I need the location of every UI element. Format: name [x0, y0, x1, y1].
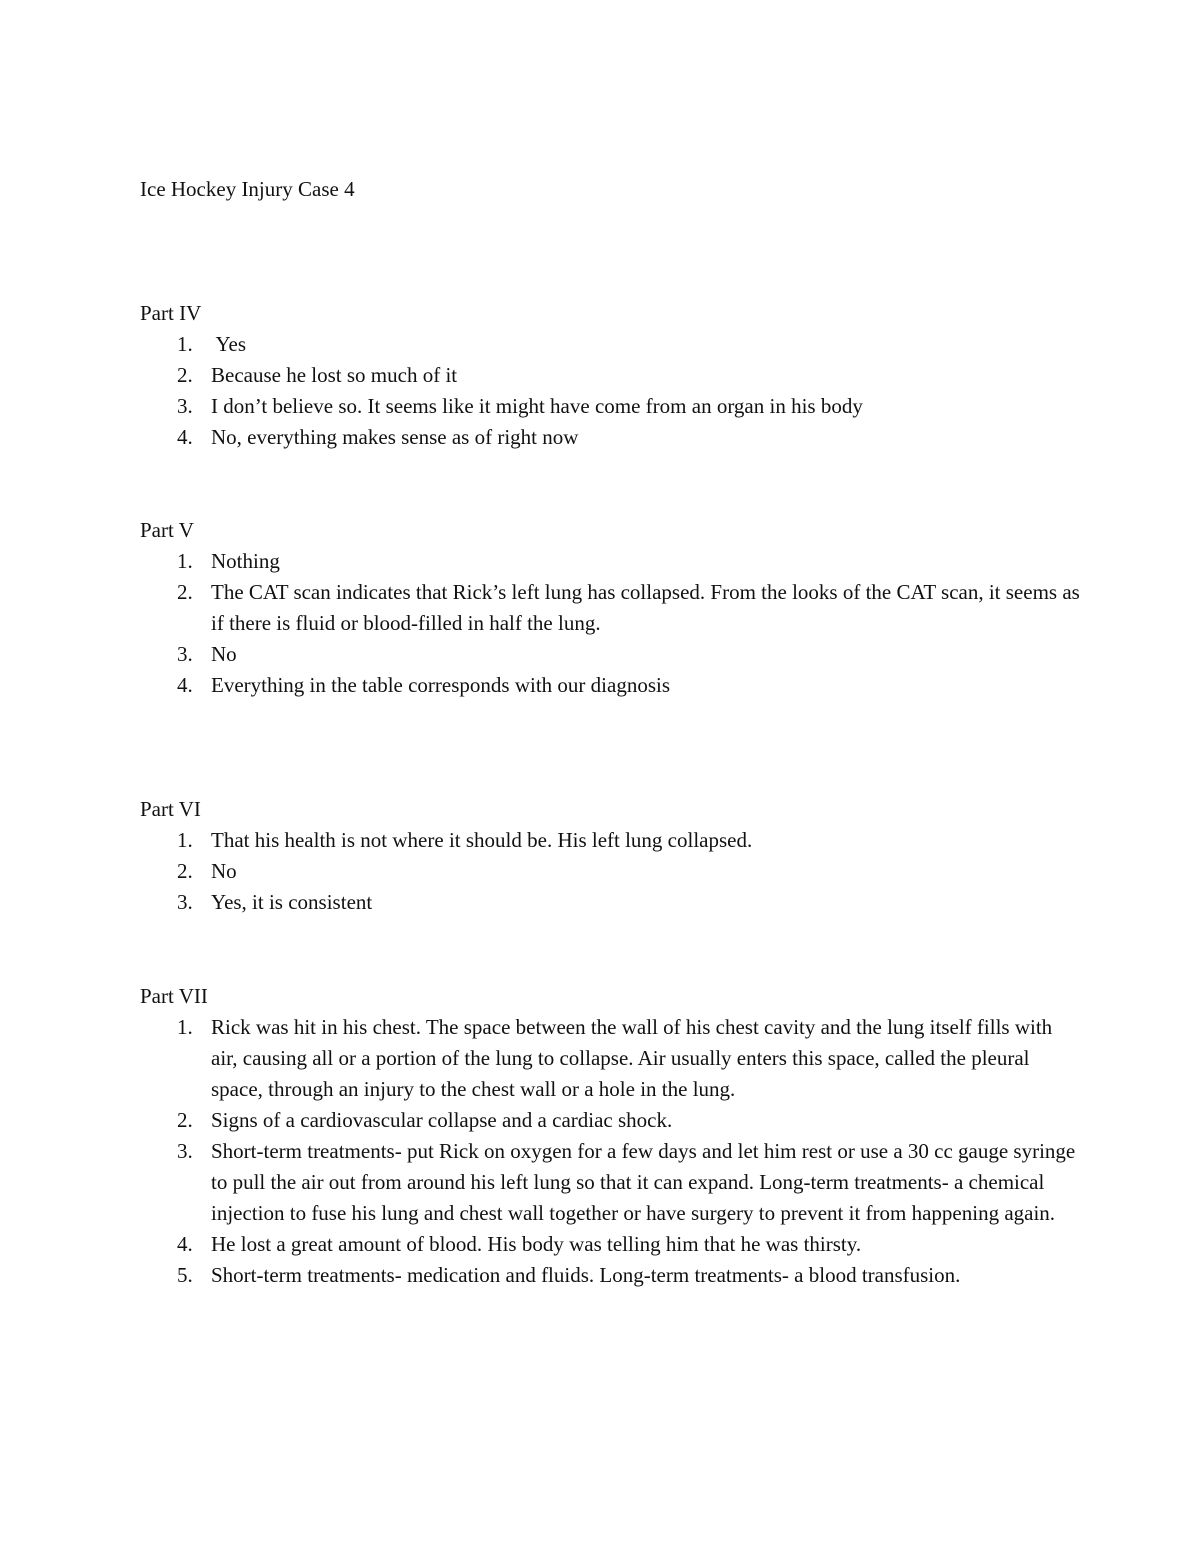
answer-item [140, 1260, 1080, 1291]
document-title: Ice Hockey Injury Case 4 [140, 177, 355, 201]
answer-item [140, 856, 1080, 887]
part-vi-section [140, 794, 1080, 918]
answer-text: Everything in the table corresponds with our diagnosis [211, 673, 670, 697]
answer-text: No, everything makes sense as of right now [211, 425, 579, 449]
answer-item [140, 1012, 1080, 1105]
answer-list [140, 329, 1080, 453]
answer-item [140, 391, 1080, 422]
answer-item [140, 670, 1080, 701]
answer-number: 1. [177, 1015, 193, 1039]
answer-number: 4. [177, 673, 193, 697]
answer-number: 1. [177, 332, 193, 356]
answer-item [140, 546, 1080, 577]
answer-number: 1. [177, 828, 193, 852]
answer-text: Yes, it is consistent [211, 890, 373, 914]
answer-number: 2. [177, 580, 193, 604]
answer-list [140, 825, 1080, 918]
answer-text: No [211, 859, 237, 883]
answer-text: That his health is not where it should be. His left lung collapsed. [211, 828, 753, 852]
answer-text: Signs of a cardiovascular collapse and a cardiac shock. [211, 1108, 673, 1132]
answer-number: 2. [177, 859, 193, 883]
answer-number: 3. [177, 1139, 193, 1163]
answer-number: 3. [177, 394, 193, 418]
answer-text: No [211, 642, 237, 666]
answer-item [140, 577, 1080, 639]
answer-number: 1. [177, 549, 193, 573]
answer-text: The CAT scan indicates that Rick’s left lung has collapsed. From the looks of the CAT scan, it seems as if there is fluid or blood-filled in half the lung. [211, 580, 1080, 635]
answer-text: He lost a great amount of blood. His body was telling him that he was thirsty. [211, 1232, 862, 1256]
answer-number: 4. [177, 1232, 193, 1256]
part-v-section [140, 515, 1080, 701]
part-iv-section [140, 298, 1080, 453]
answer-number: 2. [177, 363, 193, 387]
answer-item [140, 360, 1080, 391]
answer-number: 2. [177, 1108, 193, 1132]
answer-item [140, 1229, 1080, 1260]
answer-text: Short-term treatments- medication and fluids. Long-term treatments- a blood transfusion. [211, 1263, 961, 1287]
answer-item [140, 329, 1080, 360]
answer-text: Because he lost so much of it [211, 363, 458, 387]
part-heading: Part VII [140, 984, 208, 1008]
answer-list [140, 1012, 1080, 1291]
answer-number: 3. [177, 890, 193, 914]
answer-text: Nothing [211, 549, 280, 573]
part-vii-section [140, 981, 1080, 1291]
answer-item [140, 1105, 1080, 1136]
answer-item [140, 887, 1080, 918]
answer-list [140, 546, 1080, 701]
part-heading: Part VI [140, 797, 201, 821]
answer-number: 3. [177, 642, 193, 666]
answer-item [140, 639, 1080, 670]
answer-item [140, 422, 1080, 453]
answer-text: Short-term treatments- put Rick on oxygen for a few days and let him rest or use a 30 cc gauge syringe to pull the air out from around his left lung so that it can expand. Long-term treatments- a chemical injection to fuse his lung and chest wall together or have surgery to prevent it from happening again. [211, 1139, 1076, 1225]
part-heading: Part IV [140, 301, 202, 325]
answer-number: 4. [177, 425, 193, 449]
part-heading: Part V [140, 518, 194, 542]
answer-item [140, 1136, 1080, 1229]
answer-text: Rick was hit in his chest. The space between the wall of his chest cavity and the lung itself fills with air, causing all or a portion of the lung to collapse. Air usually enters this space, called the pleural space, through an injury to the chest wall or a hole in the lung. [211, 1015, 1053, 1101]
answer-text: I don’t believe so. It seems like it might have come from an organ in his body [211, 394, 863, 418]
answer-text: Yes [211, 332, 247, 356]
answer-number: 5. [177, 1263, 193, 1287]
answer-item [140, 825, 1080, 856]
